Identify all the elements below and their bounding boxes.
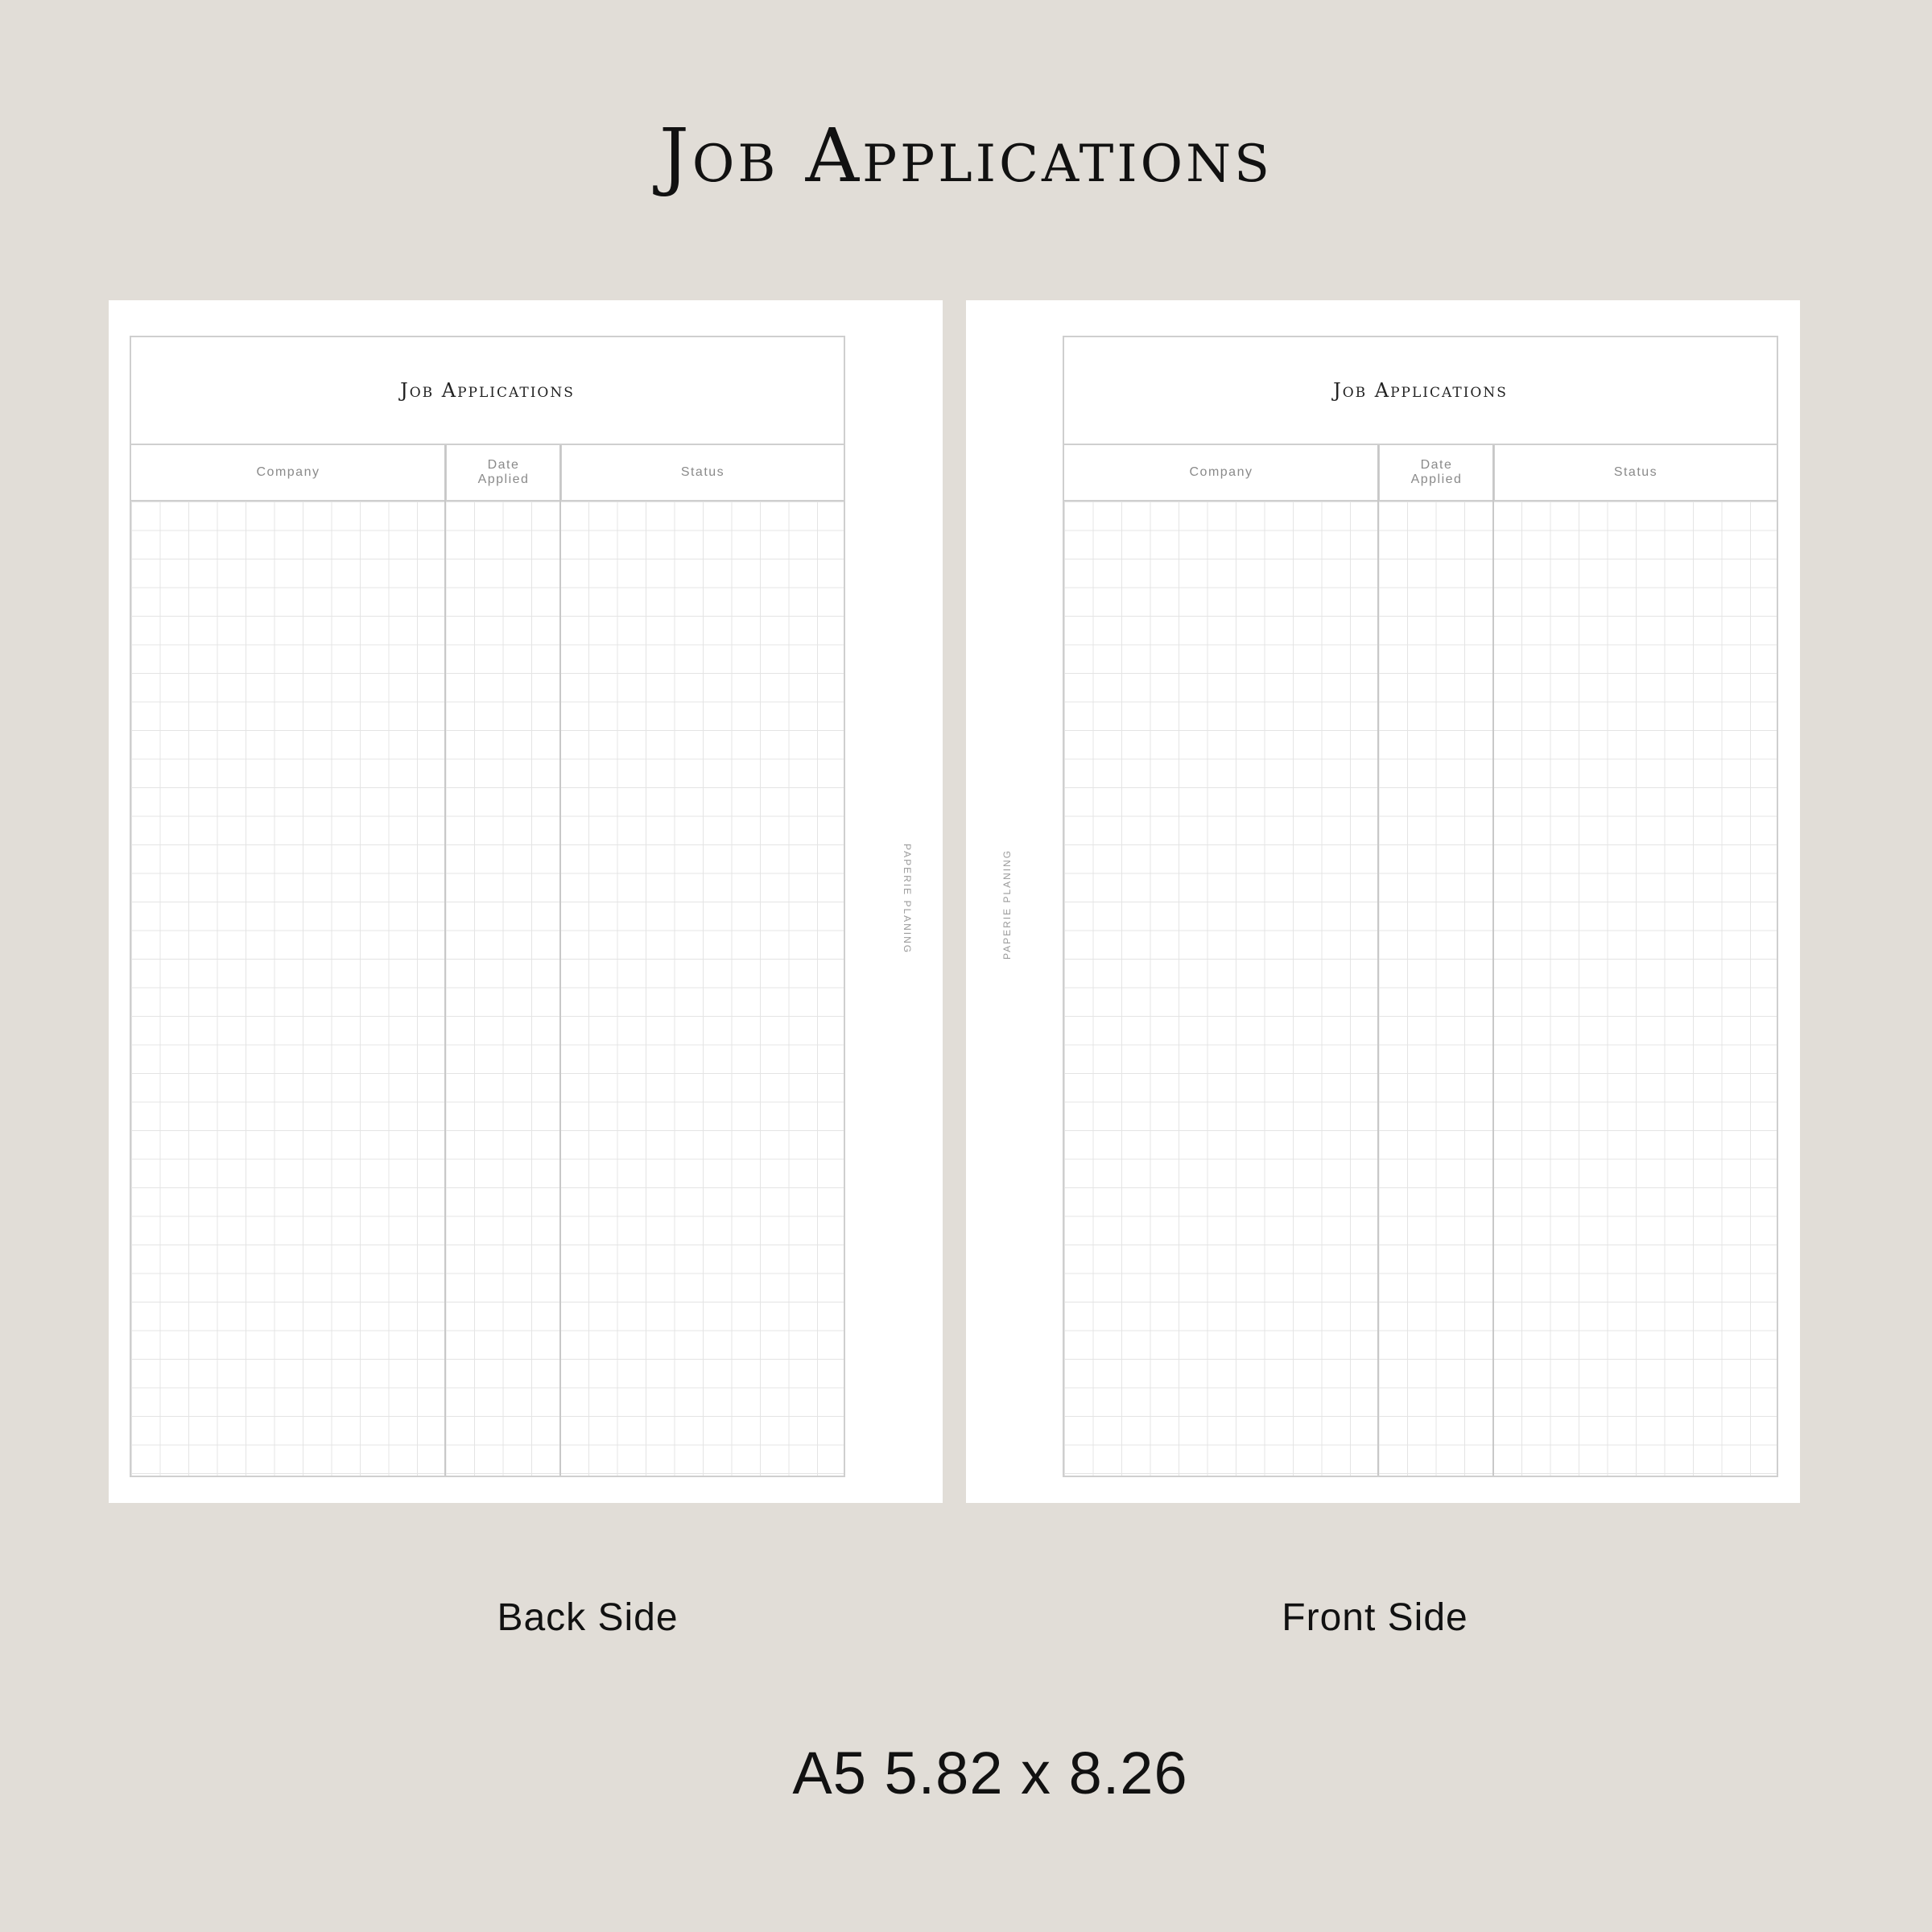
brand-watermark-front: PAPERIE PLANING <box>1001 848 1013 960</box>
back-page <box>109 300 943 1503</box>
column-header-status <box>560 445 844 502</box>
main-title: Job Applications <box>659 113 1273 199</box>
column-label-applied: Applied <box>477 473 530 486</box>
column-label-date: Date <box>1420 458 1453 472</box>
planner-sheet <box>1063 336 1778 1477</box>
sheet-header <box>131 337 844 445</box>
sheet-title: Job Applications <box>1333 379 1508 402</box>
column-label-status: Status <box>680 465 725 479</box>
column-label-date-applied <box>478 458 530 487</box>
grid-area <box>131 502 844 1476</box>
column-label-applied: Applied <box>1410 473 1463 486</box>
grid-area <box>1064 502 1777 1476</box>
column-label-company: Company <box>256 465 320 479</box>
sheet-title: Job Applications <box>400 379 575 402</box>
planner-sheet <box>130 336 845 1477</box>
column-header-company <box>131 445 445 502</box>
column-divider <box>1492 445 1494 1476</box>
column-label-date: Date <box>487 458 520 472</box>
column-header-date-applied <box>1378 445 1493 502</box>
size-label: A5 5.82 x 8.26 <box>792 1740 1188 1806</box>
sheet-header <box>1064 337 1777 445</box>
column-label-date-applied <box>1411 458 1463 487</box>
column-divider <box>1377 445 1379 1476</box>
column-header-date-applied <box>445 445 560 502</box>
brand-watermark-back: PAPERIE PLANING <box>902 844 913 955</box>
column-label-status: Status <box>1613 465 1658 479</box>
front-page <box>966 300 1800 1503</box>
column-header-status <box>1493 445 1777 502</box>
back-side-label: Back Side <box>497 1596 679 1639</box>
column-divider <box>444 445 446 1476</box>
front-side-label: Front Side <box>1282 1596 1468 1639</box>
column-divider <box>559 445 561 1476</box>
column-header-company <box>1064 445 1378 502</box>
column-label-company: Company <box>1189 465 1253 479</box>
